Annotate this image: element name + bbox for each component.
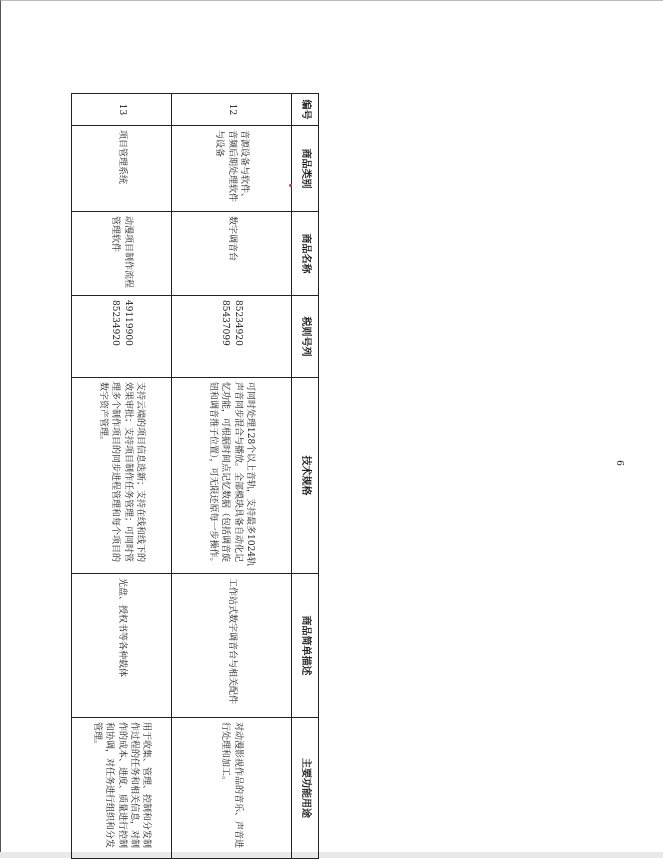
product-spec-table bbox=[71, 93, 319, 859]
header-use: 主要功能用途 bbox=[292, 718, 319, 859]
row-id: 13 bbox=[72, 94, 172, 126]
row-category: 音源设备与软件、音频后期处理软件与设备 bbox=[172, 126, 292, 212]
row-category: 项目管理系统 bbox=[72, 126, 172, 212]
row-id: 12 bbox=[172, 94, 292, 126]
table-row bbox=[172, 94, 292, 859]
header-tariff: 税则号列 bbox=[292, 296, 319, 378]
row-name: 数字调音台 bbox=[172, 212, 292, 296]
row-description: 工作站式数字调音台与相关配件 bbox=[172, 574, 292, 718]
header-name: 商品名称 bbox=[292, 212, 319, 296]
rotated-table-container bbox=[79, 93, 319, 858]
header-description: 商品简单描述 bbox=[292, 574, 319, 718]
row-use: 对动漫影视作品的音乐、声音进行处理和加工。 bbox=[172, 718, 292, 859]
rotated-table-layer bbox=[79, 93, 319, 858]
red-mark bbox=[289, 184, 292, 187]
header-spec: 技术规格 bbox=[292, 378, 319, 574]
page-number: 6 bbox=[613, 460, 624, 466]
row-spec: 可同时处理128个以上音轨，支持最多1024轨声音同步混合与播放。全部模块具备自动化记忆功能，可根据时间点记忆数据（包括调音旋钮和调音推子位置），可无限还原每一步操作。 bbox=[172, 378, 292, 574]
row-name: 动漫项目制作流程管理软件 bbox=[72, 212, 172, 296]
row-use: 用于收集、管理、控制和分发制作过程的任务和相关信息，对制作的成本、进度、质量进行控制和协调，对任务进行组织和分发管理。 bbox=[72, 718, 172, 859]
table-header-row bbox=[292, 94, 319, 859]
row-tariff: 49119900 85234920 bbox=[72, 296, 172, 378]
table-row bbox=[72, 94, 172, 859]
row-spec: 支持云端的项目信息迭新；支持在线和线下的效果审批；支持项目制作任务管理；可同时管理多个制作项目的同步进程管理和每个项目的数字资产管理。 bbox=[72, 378, 172, 574]
header-id: 编号 bbox=[292, 94, 319, 126]
row-tariff: 85234920 85437099 bbox=[172, 296, 292, 378]
header-category: 商品类别 bbox=[292, 126, 319, 212]
row-description: 光盘、授权书等各种载体 bbox=[72, 574, 172, 718]
